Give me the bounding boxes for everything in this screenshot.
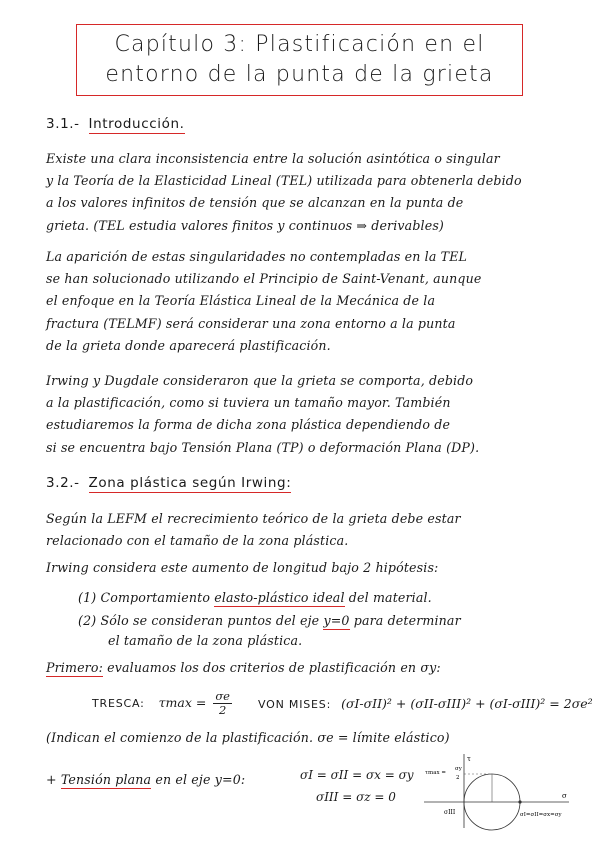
paragraph-singularidades: La aparición de estas singularidades no contempladas en la TEL se han solucionado utilizando el Principio de Saint-Venant, aunque el enfoque en la Teoría Elástica Lineal de la Mecánica de la fractura (TELMF) será considerar una zona entorno a la punta de la grieta donde aparecerá plastificación. — [46, 249, 482, 353]
primero-label: Primero: — [46, 660, 103, 675]
paragraph-lefm: Según la LEFM el recrecimiento teórico de la grieta debe estar relacionado con el tamaño de la zona plástica. — [46, 511, 461, 549]
mohr-sigma-right-label: σI=σII=σx=σy — [520, 812, 562, 818]
hypothesis-1 — [78, 590, 432, 605]
tension-plana-eq-1: σI = σII = σx = σy — [300, 768, 414, 782]
von-mises-label: VON MISES: — [258, 698, 332, 711]
tension-plana-eq-2: σIII = σz = 0 — [316, 790, 396, 804]
mohr-circle-diagram — [424, 752, 574, 832]
tension-plana-suffix: en el eje y=0: — [151, 772, 246, 787]
mohr-sigma-axis-label: σ — [562, 792, 567, 800]
hypothesis-2-line-2: el tamaño de la zona plástica. — [108, 633, 303, 648]
tension-plana-underlined: Tensión plana — [60, 772, 152, 787]
mohr-sigma3-label: σIII — [444, 809, 456, 816]
tresca-criterion — [92, 690, 235, 717]
primero-text: evaluamos los dos criterios de plastificación en σy: — [102, 660, 441, 675]
mohr-sigma1-point — [518, 800, 521, 803]
hypothesis-1-prefix: (1) Comportamiento — [78, 590, 215, 605]
mohr-tau-max-num: σy — [455, 766, 462, 772]
paragraph-inconsistencia: Existe una clara inconsistencia entre la solución asintótica o singular y la Teoría de la Elasticidad Lineal (TEL) utilizada para obtenerla debido a los valores infinitos de tensión que se alcanzan en la punta de grieta. (TEL estudia valores finitos y continuos ⇒ derivables) — [46, 151, 522, 233]
chapter-title-line-1: Capítulo 3: Plastificación en el — [114, 32, 485, 57]
indican-note: (Indican el comienzo de la plastificación. σe = límite elástico) — [46, 730, 450, 745]
section-1-heading — [46, 116, 185, 132]
tension-plana-prefix: + — [46, 772, 61, 787]
mohr-tau-max-label: τmax = — [425, 770, 446, 776]
section-2-title: Zona plástica según Irwing: — [88, 475, 292, 491]
tresca-lhs: τmax = — [158, 695, 207, 710]
hypothesis-1-underlined: elasto-plástico ideal — [214, 590, 345, 605]
paragraph-hipotesis-intro: Irwing considera este aumento de longitud bajo 2 hipótesis: — [46, 560, 439, 575]
section-2-heading — [46, 475, 291, 491]
hypothesis-2-underlined: y=0 — [323, 613, 350, 628]
von-mises-expression: (σI-σII)² + (σII-σIII)² + (σI-σIII)² = 2σe² — [341, 696, 593, 711]
tension-plana-line — [46, 772, 245, 787]
tresca-numerator: σe — [215, 689, 230, 703]
hypothesis-2-prefix: (2) Sólo se consideran puntos del eje — [78, 613, 324, 628]
hypothesis-2 — [78, 613, 461, 628]
tresca-fraction — [213, 690, 232, 717]
mohr-tau-max-den: 2 — [456, 775, 460, 781]
tresca-label: TRESCA: — [92, 697, 145, 710]
mohr-tau-axis-label: τ — [467, 755, 471, 763]
hypothesis-1-suffix: del material. — [344, 590, 432, 605]
section-1-title: Introducción. — [88, 116, 185, 132]
paragraph-irwing-dugdale: Irwing y Dugdale consideraron que la grieta se comporta, debido a la plastificación, como si tuviera un tamaño mayor. También estudiaremos la forma de dicha zona plástica dependiendo de si se encuentra bajo Tensión Plana (TP) o deformación Plana (DP). — [46, 373, 480, 455]
tresca-denominator: 2 — [218, 703, 227, 717]
primero-line — [46, 660, 441, 675]
chapter-title-box — [76, 24, 523, 96]
von-mises-criterion — [258, 696, 593, 711]
hypothesis-2-suffix: para determinar — [349, 613, 461, 628]
chapter-title-line-2: entorno de la punta de la grieta — [105, 62, 494, 87]
section-1-number: 3.1.- — [46, 116, 80, 132]
section-2-number: 3.2.- — [46, 475, 80, 491]
